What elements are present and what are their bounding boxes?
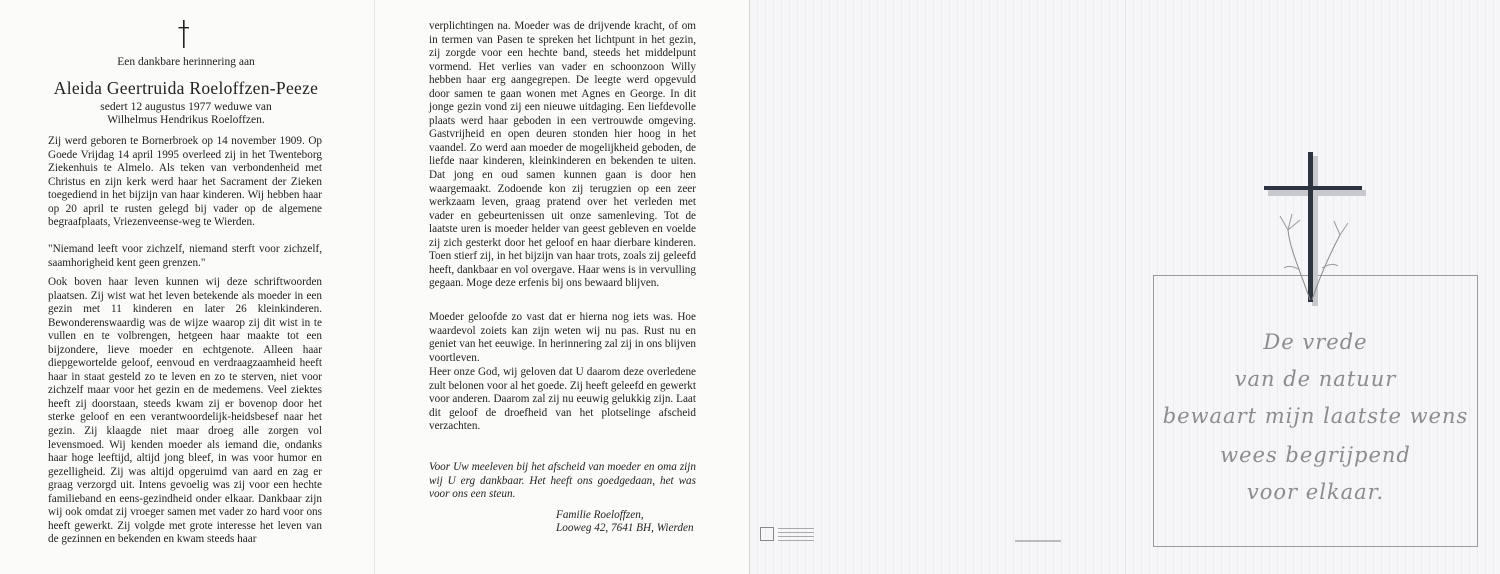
widow-line-1: sedert 12 augustus 1977 weduwe van xyxy=(100,101,272,113)
designer-imprint xyxy=(1015,540,1061,542)
poem-line-1: De vrede xyxy=(1263,330,1368,354)
thanks-paragraph: Voor Uw meeleven bij het afscheid van moeder en oma zijn wij U erg dankbaar. Het heeft ons goedgedaan, het was voor ons een steun. xyxy=(429,461,696,501)
poem-line-5: voor elkaar. xyxy=(1246,480,1385,504)
intro-line: Een dankbare herinnering aan xyxy=(117,56,255,68)
printer-imprint xyxy=(778,528,814,542)
prayer-paragraph: Heer onze God, wij geloven dat U daarom deze overledene zult belonen voor al het goede. Zij heeft geleefd en gewerkt voor anderen. Daarom zal zij nu eeuwig gelukkig zijn. Laat dit geloof de droefheid van het plotselinge afscheid verzachten. xyxy=(429,366,696,433)
biography-paragraph-1: Zij werd geboren te Bornerbroek op 14 november 1909. Op Goede Vrijdag 14 april 1995 overleed zij in het Twenteborg Ziekenhuis te Almelo. Als teken van verbondenheid met Christus en zijn kerk werd haar het Sacrament der Zieken toegediend in het bijzijn van haar kinderen. Wij hebben haar op 20 april te rusten gelegd bij vader op de algemene begraafplaats, Vriezenveense-weg te Wierden. xyxy=(48,135,322,229)
printer-logo-icon xyxy=(760,527,774,541)
cross-with-lily-icon xyxy=(1260,150,1370,330)
deceased-name: Aleida Geertruida Roeloffzen-Peeze xyxy=(53,78,319,98)
faith-paragraph: Moeder geloofde zo vast dat er hierna nog iets was. Hoe waardevol zoiets kan zijn weten wij nu pas. Rust nu en geniet van het eeuwige. In herinnering zal zij in ons blijven voortleven. xyxy=(429,311,696,364)
family-address: Looweg 42, 7641 BH, Wierden xyxy=(556,522,694,534)
poem-line-3: bewaart mijn laatste wens xyxy=(1162,404,1469,428)
widow-line-2: Wilhelmus Hendrikus Roeloffzen. xyxy=(107,114,265,126)
poem-line-4: wees begrijpend xyxy=(1220,443,1411,467)
left-panel xyxy=(0,0,375,574)
quote-paragraph: "Niemand leeft voor zichzelf, niemand sterft voor zichzelf, saamhorigheid kent geen grenzen." xyxy=(48,243,322,269)
family-signature: Familie Roeloffzen, xyxy=(556,509,644,521)
biography-paragraph-2: Ook boven haar leven kunnen wij deze schriftwoorden plaatsen. Zij wist wat het leven betekende als moeder in een gezin met 11 kinderen en later 26 kleinkinderen. Bewonderenswaardig was de wijze waarop zij dit wist in te vullen en te volbrengen, hetgeen haar maakte tot een bijzondere, lieve moeder en echtgenote. Alleen haar diepgewortelde geloof, eenvoud en verdraagzaamheid heeft haar in staat gesteld zo te leven en zo te sterven, niet voor zichzelf maar voor het gezin en de medemens. Veel ziektes heeft zij doorstaan, steeds kwam zij er bovenop door het sterke geloof en een verantwoordelijk-heidsbesef naar het gezin. Zij klaagde niet maar droeg alle zorgen vol levensmoed. Wij kenden moeder als iemand die, ondanks haar hoge leeftijd, altijd jong bleef, in was voor humor en gezelligheid. Zij was altijd opgeruimd van aard en zag er graag verzorgd uit. Intens gevoelig was zij voor een hechte familieband en eens-gezindheid onder elkaar. Dankbaar zijn wij ook omdat zij vroeger samen met vader zo hard voor ons heeft gewerkt. Zij volgde met grote interesse het leven van de gezinnen en bekenden en kwam steeds haar xyxy=(48,276,322,546)
biography-paragraph-3: verplichtingen na. Moeder was de drijvende kracht, of om in termen van Pasen te spreken het lichtpunt in het gezin, zij zorgde voor een hechte band, steeds het middelpunt vormend. Het verlies van vader en schoonzoon Willy hebben haar erg aangegrepen. De leegte werd opgevuld door samen te gaan wonen met Agnes en George. In dit jonge gezin vond zij een nieuwe uitdaging. Een liefdevolle plaats werd haar geboden in een vertrouwde omgeving. Gastvrijheid en open deuren stonden hier hoog in het vaandel. Zo werd aan moeder de mogelijkheid geboden, de liefde naar kinderen, kleinkinderen en bekenden te uiten. Dat jong en oud samen kunnen gaan is door hen waargemaakt. Zodoende kon zij terugzien op een zeer werkzaam leven, graag pratend over het verleden met vader en gebeurtenissen uit onze samenleving. Tot de laatste uren is moeder helder van geest gebleven en voelde zij zich gesterkt door het geloof en haar dierbare kinderen. Toen stierf zij, in het bijzijn van haar trots, zoals zij geleefd heeft, dankbaar en vol overgave. Haar wens is in vervulling gegaan. Moge deze erfenis bij ons bewaard blijven. xyxy=(429,20,696,290)
fold-line xyxy=(1125,0,1126,574)
poem-line-2: van de natuur xyxy=(1234,367,1397,391)
cross-icon xyxy=(174,20,194,50)
